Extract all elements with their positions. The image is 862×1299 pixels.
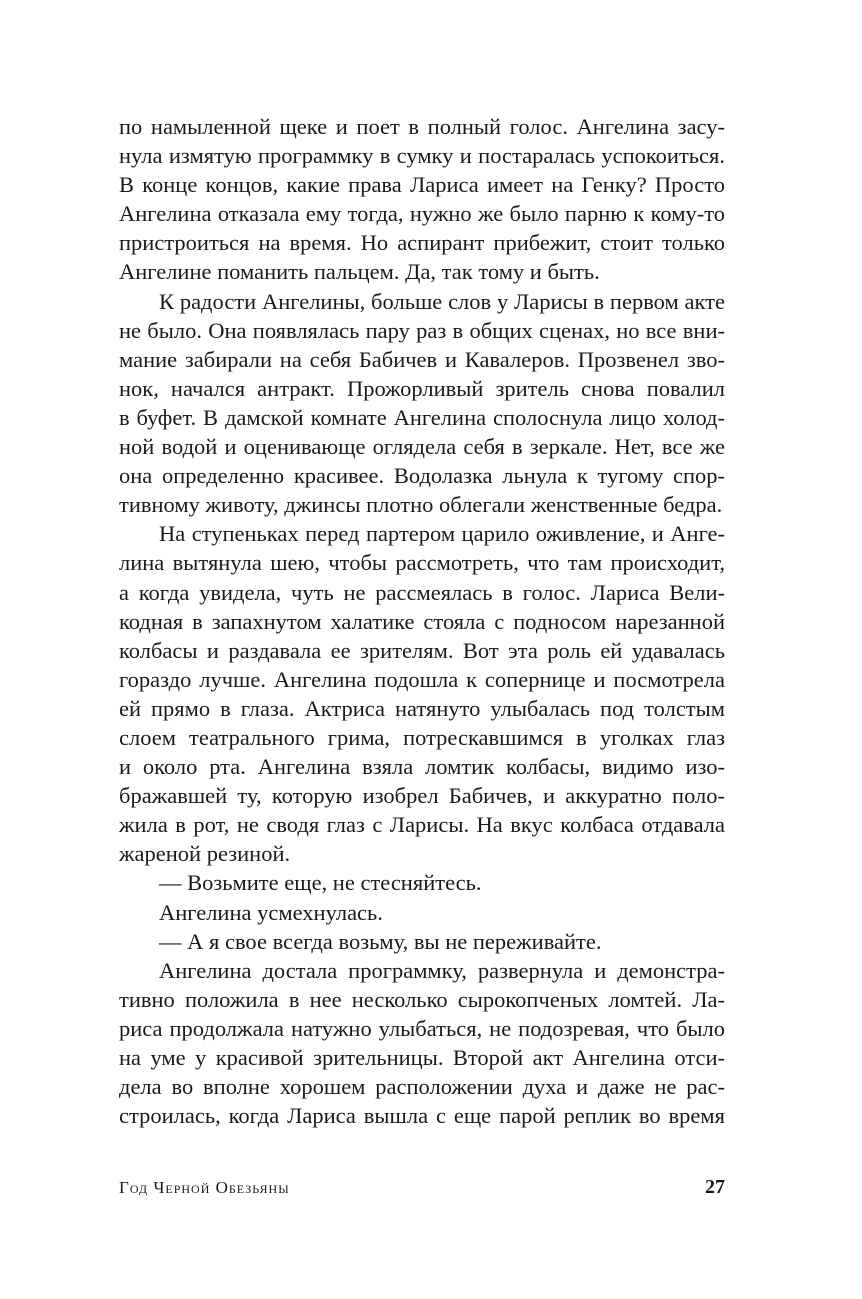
body-text [119, 112, 725, 1130]
text-line: пристроиться на время. Но аспирант прибежит, стоит только [119, 230, 725, 256]
text-line: тивному животу, джинсы плотно облегали женственные бедра. [119, 492, 723, 518]
text-line: лина вытянула шею, чтобы рассмотреть, что там происходит, [119, 550, 725, 576]
text-line: нула измятую программку в сумку и постаралась успокоиться. [119, 143, 725, 169]
text-line: Ангелина достала программку, развернула и демонстра- [159, 957, 725, 983]
text-line: кодная в запахнутом халатике стояла с подносом нарезанной [119, 608, 725, 634]
text-line: жила в рот, не сводя глаз с Ларисы. На вкус колбаса отдавала [119, 812, 725, 838]
text-line: — Возьмите еще, не стесняйтесь. [159, 870, 482, 896]
text-line: жареной резиной. [119, 841, 291, 867]
text-line: — А я свое всегда возьму, вы не переживайте. [159, 928, 602, 954]
text-line: по намыленной щеке и поет в полный голос. Ангелина засу- [119, 114, 725, 139]
text-line: тивно положила в нее несколько сырокопченых ломтей. Ла- [119, 986, 725, 1012]
text-line: дела во вполне хорошем расположении духа и даже не рас- [119, 1074, 725, 1100]
text-line: В конце концов, какие права Лариса имеет на Генку? Просто [119, 172, 725, 198]
text-line: нок, начался антракт. Прожорливый зритель снова повалил [119, 375, 725, 401]
text-line: а когда увидела, чуть не рассмеялась в голос. Лариса Вели- [119, 579, 725, 605]
text-line: К радости Ангелины, больше слов у Ларисы в первом акте [159, 288, 725, 314]
text-line: Ангелине поманить пальцем. Да, так тому и быть. [119, 259, 600, 285]
text-line: и около рта. Ангелина взяла ломтик колбасы, видимо изо- [119, 754, 725, 780]
text-line: гораздо лучше. Ангелина подошла к сопернице и посмотрела [119, 666, 725, 692]
text-line: она определенно красивее. Водолазка льнула к тугому спор- [119, 463, 725, 489]
text-line: строилась, когда Лариса вышла с еще парой реплик во время [119, 1103, 725, 1129]
text-line: ей прямо в глаза. Актриса натянуто улыбалась под толстым [119, 695, 725, 721]
text-line: ной водой и оценивающе оглядела себя в зеркале. Нет, все же [119, 434, 725, 460]
text-line: бражавшей ту, которую изобрел Бабичев, и аккуратно поло- [119, 783, 725, 809]
text-line: в буфет. В дамской комнате Ангелина сполоснула лицо холод- [119, 404, 725, 430]
text-line: не было. Она появлялась пару раз в общих сценах, но все вни- [119, 317, 725, 343]
page-number: 27 [705, 1176, 725, 1198]
text-line: колбасы и раздавала ее зрителям. Вот эта роль ей удавалась [119, 637, 725, 663]
running-title: Год Черной Обезьяны [119, 1178, 290, 1197]
text-line: Ангелина усмехнулась. [159, 899, 383, 925]
text-line: на уме у красивой зрительницы. Второй акт Ангелина отси- [119, 1045, 725, 1070]
text-line: слоем театрального грима, потрескавшимся в уголках глаз [119, 724, 725, 750]
text-line: На ступеньках перед партером царило оживление, и Анге- [159, 521, 725, 547]
text-line: Ангелина отказала ему тогда, нужно же было парню к кому-то [119, 201, 725, 227]
text-line: мание забирали на себя Бабичев и Кавалеров. Прозвенел зво- [119, 346, 725, 372]
text-line: риса продолжала натужно улыбаться, не подозревая, что было [119, 1015, 725, 1041]
page-footer [119, 1176, 725, 1199]
